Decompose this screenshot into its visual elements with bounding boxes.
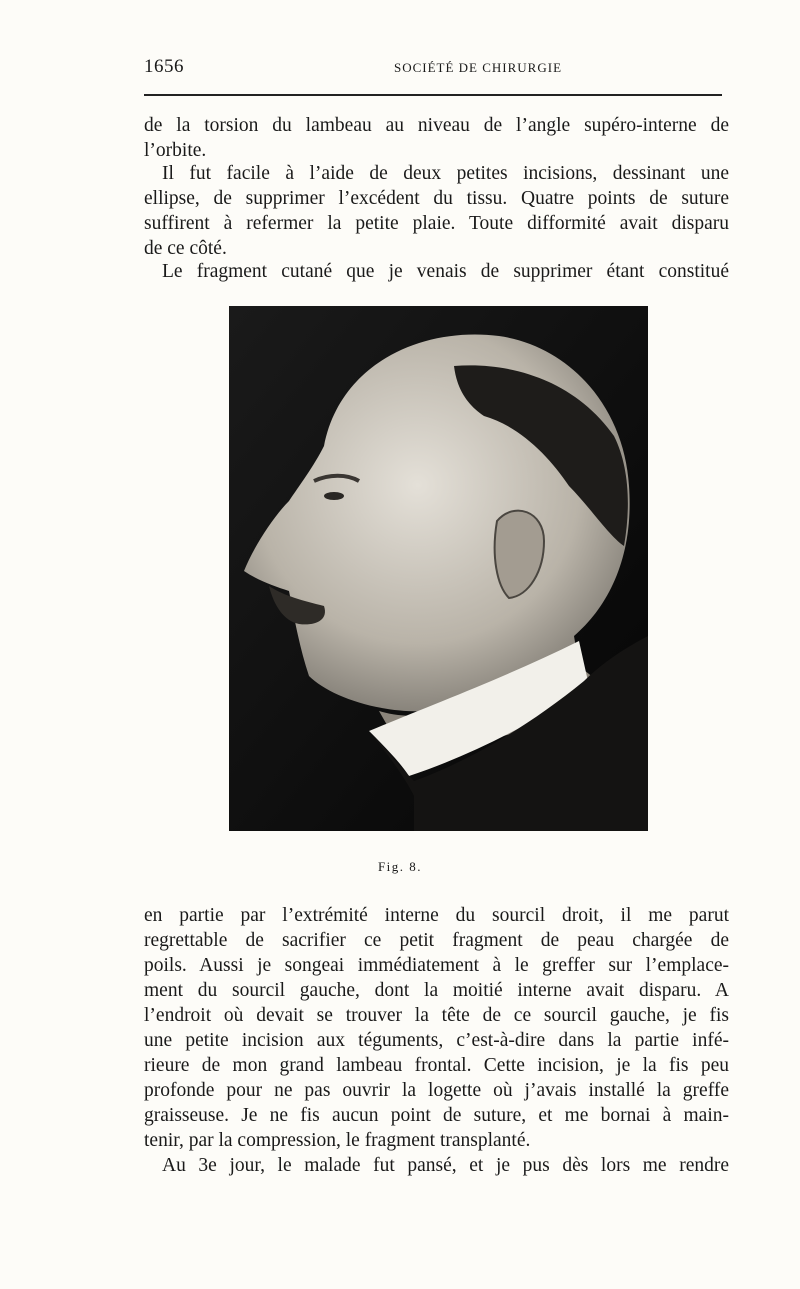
text-line: poils. Aussi je songeai immédiatement à le greffer sur l’emplace- bbox=[144, 955, 729, 976]
text-line: Au 3e jour, le malade fut pansé, et je pus dès lors me rendre bbox=[162, 1155, 729, 1176]
paragraph bbox=[144, 161, 729, 261]
text-line: Le fragment cutané que je venais de supprimer étant constitué bbox=[162, 261, 729, 282]
figure-caption: Fig. 8. bbox=[377, 859, 423, 874]
text-line: profonde pour ne pas ouvrir la logette où j’avais installé la greffe bbox=[144, 1080, 729, 1101]
text-line: suffirent à refermer la petite plaie. Toute difformité avait disparu bbox=[144, 213, 729, 234]
text-line: en partie par l’extrémité interne du sourcil droit, il me parut bbox=[144, 905, 729, 926]
paragraph bbox=[144, 903, 729, 1153]
text-line: une petite incision aux téguments, c’est-à-dire dans la partie infé- bbox=[144, 1030, 729, 1051]
text-line: graisseuse. Je ne fis aucun point de suture, et me bornai à main- bbox=[144, 1105, 729, 1126]
text-line: rieure de mon grand lambeau frontal. Cette incision, je la fis peu bbox=[144, 1055, 729, 1076]
portrait-photograph bbox=[229, 306, 648, 831]
running-title: SOCIÉTÉ DE CHIRURGIE bbox=[393, 60, 563, 75]
header-rule bbox=[144, 94, 722, 96]
text-line: de ce côté. bbox=[144, 238, 227, 259]
text-line: ment du sourcil gauche, dont la moitié interne avait disparu. A bbox=[144, 980, 729, 1001]
page-number: 1656 bbox=[144, 56, 184, 77]
text-line: l’orbite. bbox=[144, 140, 207, 161]
text-line: regrettable de sacrifier ce petit fragment de peau chargée de bbox=[144, 930, 729, 951]
text-line: Il fut facile à l’aide de deux petites incisions, dessinant une bbox=[162, 163, 729, 184]
text-line: de la torsion du lambeau au niveau de l’angle supéro-interne de bbox=[144, 115, 729, 136]
text-line: l’endroit où devait se trouver la tête de ce sourcil gauche, je fis bbox=[144, 1005, 729, 1026]
paragraph bbox=[144, 113, 729, 163]
text-line: ellipse, de supprimer l’excédent du tissu. Quatre points de suture bbox=[144, 188, 729, 209]
page-header bbox=[144, 56, 722, 82]
paragraph bbox=[144, 259, 729, 284]
paragraph bbox=[144, 1153, 729, 1178]
text-line: tenir, par la compression, le fragment transplanté. bbox=[144, 1130, 531, 1151]
